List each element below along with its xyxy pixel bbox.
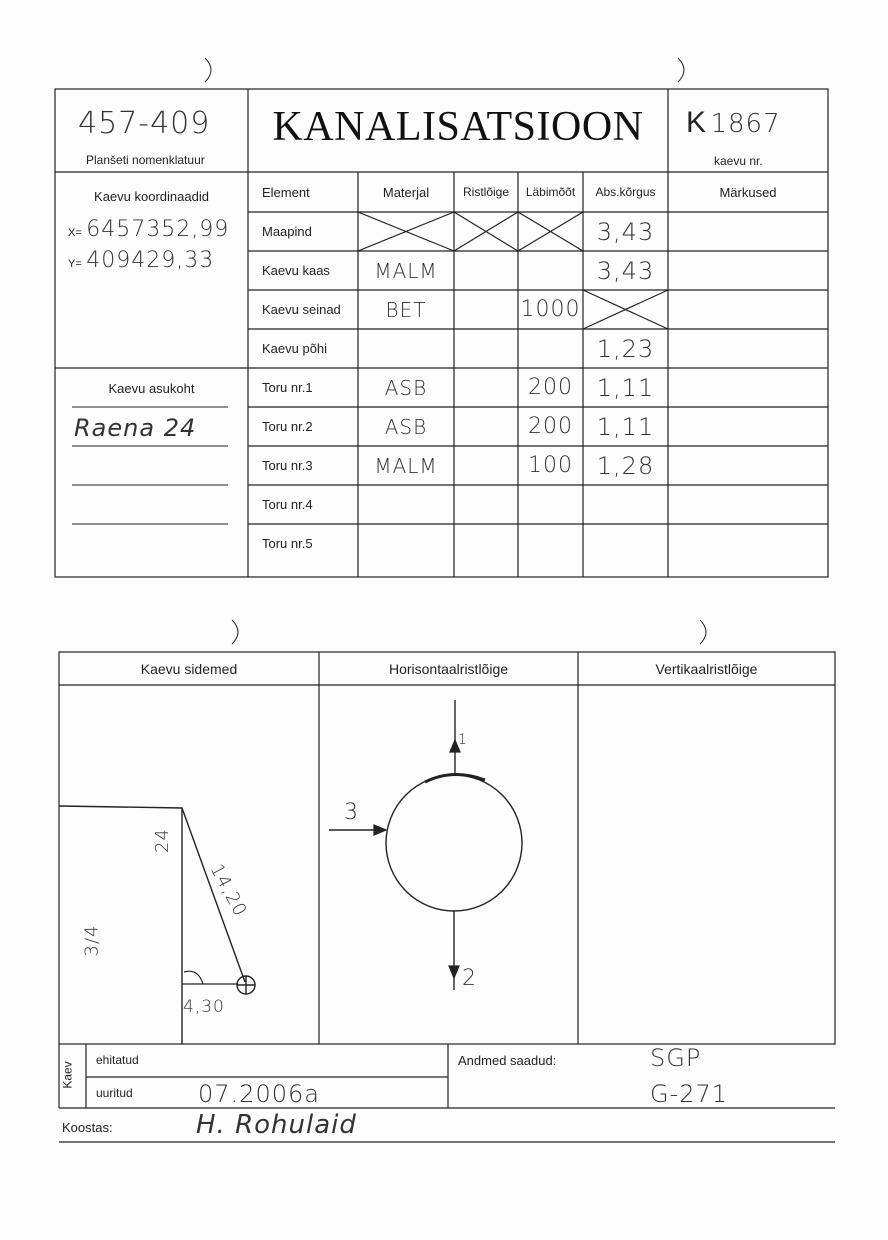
x-value: 6457352,99 [86, 217, 230, 242]
cell-element: Toru nr.5 [262, 536, 313, 551]
y-value: 409429,33 [86, 248, 215, 273]
sheet-nomenclature-label: Planšeti nomenklatuur [86, 153, 205, 167]
sheet-nomenclature-value: 457-409 [78, 106, 211, 141]
cell-elevation: 1,11 [596, 412, 655, 441]
house-number: 3/4 [81, 924, 103, 957]
cell-material: ASB [384, 414, 428, 439]
coordinates-label: Kaevu koordinaadid [94, 188, 209, 204]
cell-element: Toru nr.3 [262, 458, 313, 473]
cell-element: Maapind [262, 224, 312, 239]
y-label: Y= [68, 258, 82, 270]
cell-material: MALM [374, 453, 438, 478]
well-prefix: K [686, 106, 707, 139]
cell-diameter: 100 [528, 453, 573, 478]
location-label: Kaevu asukoht [108, 380, 195, 396]
tie-distance-b: 14,20 [205, 860, 251, 921]
cell-elevation: 3,43 [596, 217, 655, 246]
col-header-section: Ristlõige [462, 185, 510, 199]
cell-material: MALM [374, 258, 438, 283]
cell-elevation: 1,23 [596, 334, 655, 363]
cell-diameter: 200 [528, 375, 573, 400]
cell-element: Kaevu kaas [262, 263, 330, 278]
pipe-label-1: 1 [458, 732, 468, 748]
col-header-elevation: Abs.kõrgus [595, 185, 656, 199]
cell-diameter: 200 [528, 414, 573, 439]
x-label: X= [68, 227, 82, 239]
card-title: KANALISATSIOON [272, 104, 644, 150]
data-from-label: Andmed saadud: [458, 1053, 557, 1068]
cell-element: Kaevu põhi [262, 341, 328, 356]
compiled-label: Koostas: [62, 1120, 113, 1135]
cell-elevation: 3,43 [596, 256, 655, 285]
cell-elevation: 1,11 [596, 373, 655, 402]
col-header-material: Materjal [382, 184, 430, 200]
data-from-2: G-271 [650, 1080, 729, 1108]
cell-element: Toru nr.1 [262, 380, 313, 395]
cell-element: Kaevu seinad [262, 302, 341, 317]
compiled-by: H. Rohulaid [196, 1110, 357, 1140]
cell-element: Toru nr.4 [262, 497, 313, 512]
well-number: 1867 [710, 109, 781, 139]
well-number-label: kaevu nr. [714, 154, 763, 168]
col-header-diameter: Läbimõõt [525, 185, 576, 199]
col-header-notes: Märkused [719, 184, 777, 200]
cell-diameter: 1000 [520, 297, 581, 322]
kaev-label: Kaev [60, 1061, 75, 1089]
cell-element: Toru nr.2 [262, 419, 313, 434]
header-horizontal-section: Horisontaalristlõige [388, 660, 509, 677]
surveyed-date: 07.2006a [198, 1080, 320, 1108]
tie-distance-a: 24 [151, 828, 173, 853]
cell-elevation: 1,28 [596, 451, 655, 480]
data-from-1: SGP [650, 1044, 702, 1072]
built-label: ehitatud [96, 1053, 139, 1067]
header-vertical-section: Vertikaalristlõige [655, 660, 758, 677]
surveyed-label: uuritud [96, 1086, 133, 1100]
col-header-element: Element [262, 184, 310, 200]
cell-material: ASB [384, 375, 428, 400]
pipe-label-3: 3 [344, 800, 359, 825]
cell-material: BET [385, 297, 427, 322]
header-well-ties: Kaevu sidemed [140, 660, 238, 677]
location-value: Raena 24 [74, 414, 197, 442]
tie-distance-c: 4,30 [183, 997, 225, 1017]
pipe-label-2: 2 [462, 966, 477, 991]
